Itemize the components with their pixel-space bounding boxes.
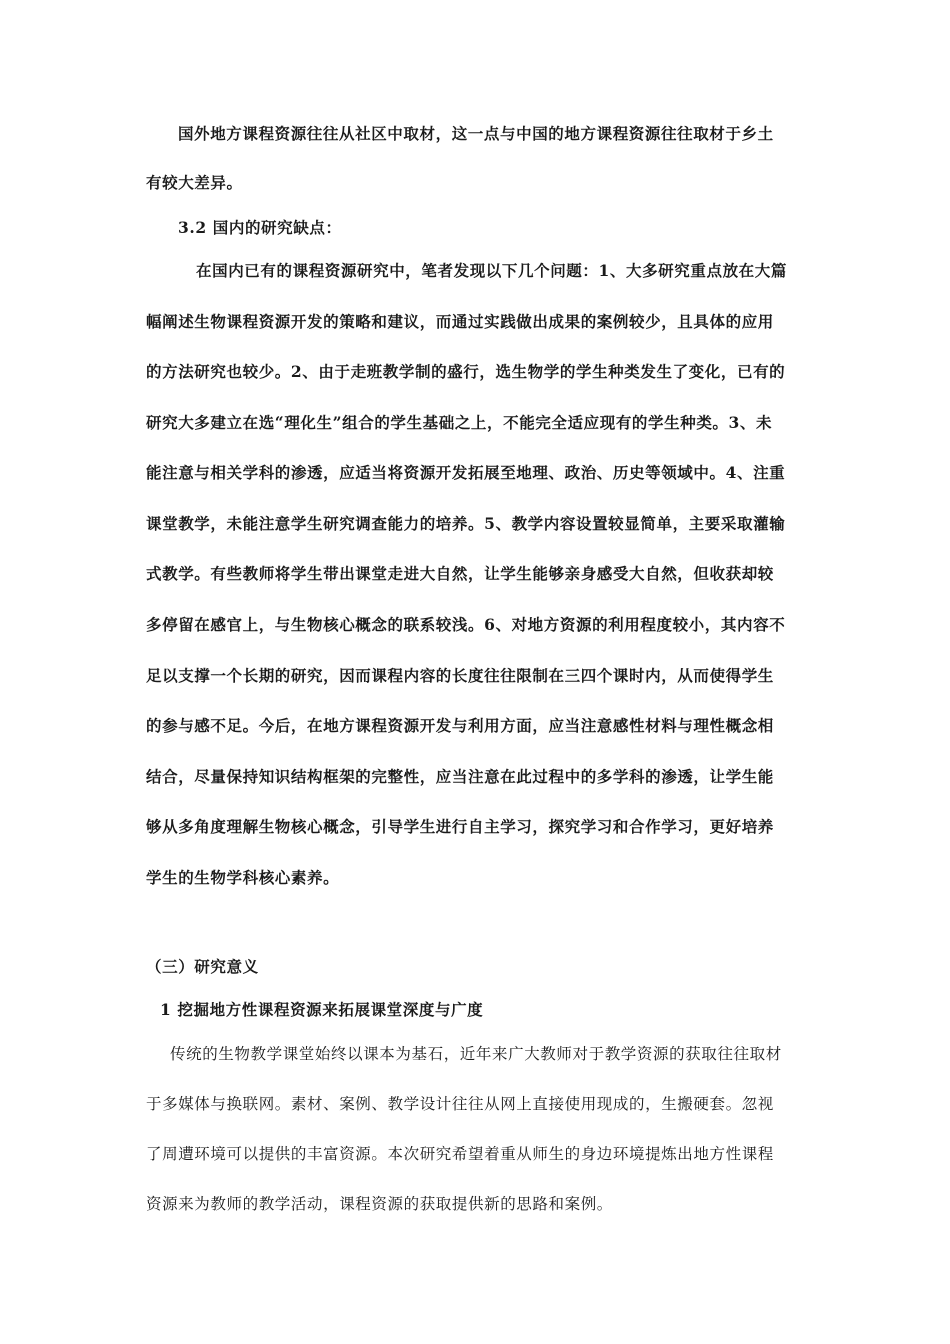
para2-line-6: 课堂教学，未能注意学生研究调查能力的培养。5、教学内容设置较显简单，主要采取灌输 xyxy=(146,514,786,533)
para2-line-3: 的方法研究也较少。2、由于走班教学制的盛行，选生物学的学生种类发生了变化，已有的 xyxy=(146,362,786,381)
heading-3-2: 3.2 国内的研究缺点： xyxy=(178,218,342,237)
para2-line-12: 够从多角度理解生物核心概念，引导学生进行自主学习，探究学习和合作学习，更好培养 xyxy=(146,817,774,836)
para2-line-1: 在国内已有的课程资源研究中，笔者发现以下几个问题：1、大多研究重点放在大篇 xyxy=(196,261,787,280)
para3-line-3: 了周遭环境可以提供的丰富资源。本次研究希望着重从师生的身边环境提炼出地方性课程 xyxy=(146,1145,774,1163)
para1-line-1: 国外地方课程资源往往从社区中取材，这一点与中国的地方课程资源往往取材于乡土 xyxy=(178,124,774,143)
para3-line-2: 于多媒体与换联网。素材、案例、教学设计往往从网上直接使用现成的，生搬硬套。忽视 xyxy=(146,1095,774,1113)
para2-line-9: 足以支撑一个长期的研究，因而课程内容的长度往往限制在三四个课时内，从而使得学生 xyxy=(146,666,774,685)
para2-line-7: 式教学。有些教师将学生带出课堂走进大自然，让学生能够亲身感受大自然，但收获却较 xyxy=(146,564,774,583)
subheading-1: 1 挖掘地方性课程资源来拓展课堂深度与广度 xyxy=(160,1000,484,1019)
para2-line-13: 学生的生物学科核心素养。 xyxy=(146,868,340,887)
para2-line-2: 幅阐述生物课程资源开发的策略和建议，而通过实践做出成果的案例较少，且具体的应用 xyxy=(146,312,774,331)
para2-line-11: 结合，尽量保持知识结构框架的完整性，应当注意在此过程中的多学科的渗透，让学生能 xyxy=(146,767,774,786)
para1-line-2: 有较大差异。 xyxy=(146,173,243,192)
para2-line-8: 多停留在感官上，与生物核心概念的联系较浅。6、对地方资源的利用程度较小，其内容不 xyxy=(146,615,786,634)
section-3-heading: （三）研究意义 xyxy=(146,957,259,976)
para3-line-4: 资源来为教师的教学活动，课程资源的获取提供新的思路和案例。 xyxy=(146,1195,613,1213)
para2-line-4: 研究大多建立在选“理化生”组合的学生基础之上，不能完全适应现有的学生种类。3、未 xyxy=(146,413,773,432)
para2-line-5: 能注意与相关学科的渗透，应适当将资源开发拓展至地理、政治、历史等领域中。4、注重 xyxy=(146,463,786,482)
para3-line-1: 传统的生物教学课堂始终以课本为基石，近年来广大教师对于教学资源的获取往往取材 xyxy=(170,1045,782,1063)
para2-line-10: 的参与感不足。今后，在地方课程资源开发与利用方面，应当注意感性材料与理性概念相 xyxy=(146,716,774,735)
